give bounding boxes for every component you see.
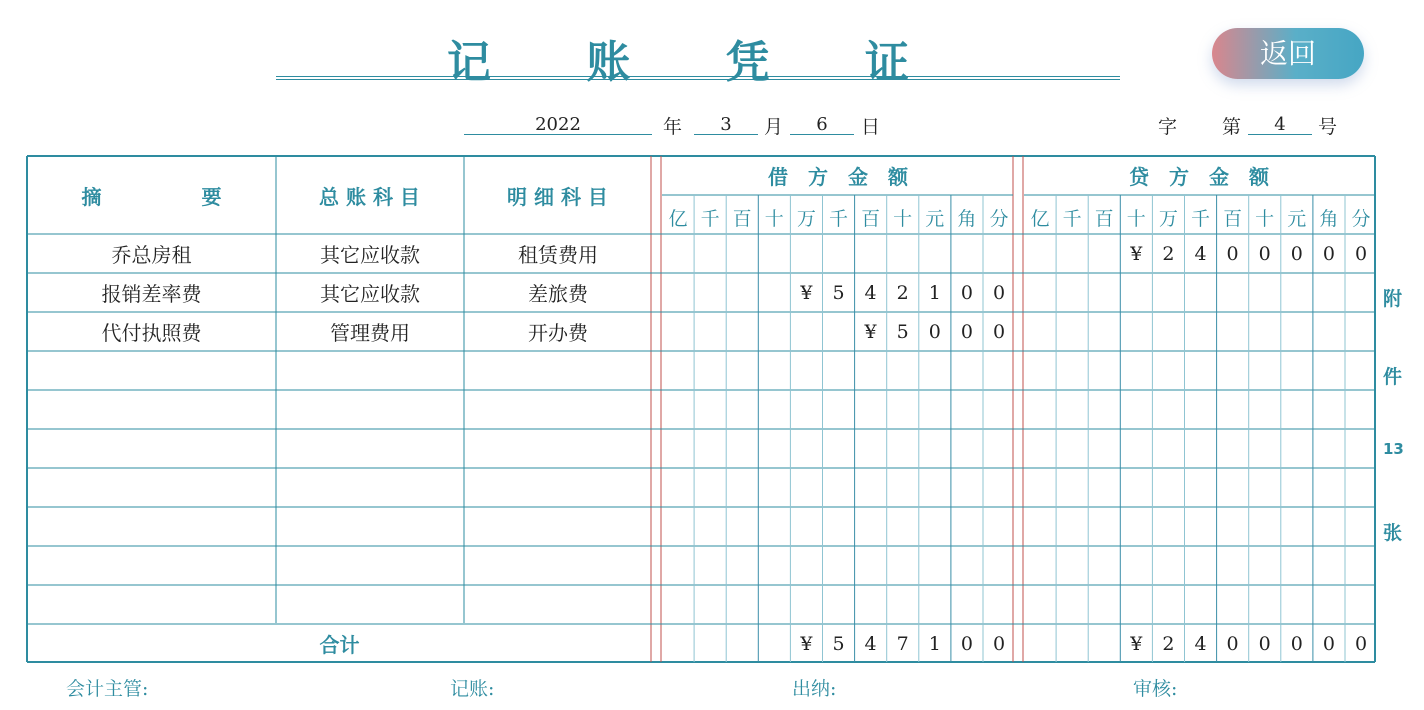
credit-digit-header: 百	[1223, 208, 1243, 230]
detail-account-cell[interactable]	[465, 585, 651, 624]
credit-digit-header: 十	[1126, 208, 1146, 230]
credit-digit[interactable]: 0	[1354, 243, 1368, 265]
general-account-cell[interactable]	[277, 468, 463, 507]
total-debit-digit: 7	[896, 633, 909, 655]
credit-digit[interactable]: 4	[1194, 243, 1207, 265]
debit-digit[interactable]: ¥	[864, 321, 877, 343]
general-account-cell[interactable]	[277, 429, 463, 468]
debit-digit-header: 万	[796, 208, 816, 230]
summary-cell[interactable]	[28, 546, 275, 585]
debit-digit[interactable]: 0	[960, 282, 973, 304]
detail-account-cell[interactable]: 开办费	[528, 321, 588, 345]
debit-digit-header: 百	[861, 208, 881, 230]
credit-digit-header: 亿	[1030, 208, 1050, 230]
debit-digit-header: 百	[732, 208, 752, 230]
credit-digit[interactable]: 0	[1226, 243, 1239, 265]
summary-header: 摘 要	[81, 184, 222, 209]
summary-cell[interactable]	[28, 507, 275, 546]
total-debit-digit: 5	[832, 633, 845, 655]
summary-cell[interactable]	[28, 351, 275, 390]
di-label: 第	[1222, 116, 1242, 138]
supervisor-signature: 会计主管:	[66, 678, 149, 700]
debit-digit-header: 亿	[668, 208, 688, 230]
total-credit-digit: 0	[1290, 633, 1303, 655]
debit-digit-header: 角	[957, 208, 977, 230]
debit-digit-header: 十	[893, 208, 913, 230]
total-debit-digit: 1	[928, 633, 941, 655]
summary-cell[interactable]	[28, 468, 275, 507]
back-button[interactable]: 返回	[1212, 28, 1364, 79]
credit-digit-header: 角	[1319, 208, 1339, 230]
credit-digit[interactable]: 0	[1322, 243, 1335, 265]
debit-digit[interactable]: 1	[928, 282, 941, 304]
debit-digit-header: 千	[700, 208, 720, 230]
summary-cell[interactable]: 报销差率费	[101, 282, 202, 306]
credit-digit[interactable]: ¥	[1130, 243, 1143, 265]
detail-account-header: 明 细 科 目	[507, 184, 608, 209]
credit-digit-header: 十	[1255, 208, 1275, 230]
debit-digit-header: 千	[828, 208, 848, 230]
summary-cell[interactable]: 乔总房租	[111, 243, 192, 267]
total-debit-digit: ¥	[800, 633, 813, 655]
attachment-count[interactable]: 13	[1383, 440, 1404, 458]
attachment-jian: 件	[1383, 366, 1403, 388]
debit-digit-header: 元	[925, 208, 945, 230]
day-value[interactable]: 6	[816, 114, 828, 135]
credit-digit-header: 分	[1351, 208, 1371, 230]
general-account-cell[interactable]: 管理费用	[330, 321, 410, 345]
debit-digit[interactable]: 0	[928, 321, 941, 343]
detail-account-cell[interactable]	[465, 546, 651, 585]
credit-digit[interactable]: 0	[1258, 243, 1271, 265]
credit-digit-header: 元	[1287, 208, 1307, 230]
detail-account-cell[interactable]	[465, 351, 651, 390]
total-credit-digit: 4	[1194, 633, 1207, 655]
detail-account-cell[interactable]: 租赁费用	[518, 243, 598, 267]
debit-digit[interactable]: 0	[992, 282, 1006, 304]
debit-digit[interactable]: 2	[896, 282, 909, 304]
credit-digit-header: 千	[1190, 208, 1210, 230]
general-account-header: 总 账 科 目	[319, 184, 420, 209]
general-account-cell[interactable]	[277, 585, 463, 624]
summary-cell[interactable]	[28, 429, 275, 468]
general-account-cell[interactable]: 其它应收款	[320, 243, 420, 267]
total-debit-digit: 4	[864, 633, 877, 655]
detail-account-cell[interactable]	[465, 507, 651, 546]
hao-label: 号	[1318, 116, 1338, 138]
credit-digit-header: 万	[1158, 208, 1178, 230]
detail-account-cell[interactable]	[465, 468, 651, 507]
credit-digit[interactable]: 0	[1290, 243, 1303, 265]
cashier-signature: 出纳:	[792, 678, 837, 700]
credit-header: 贷 方 金 额	[1129, 165, 1269, 189]
month-value[interactable]: 3	[720, 114, 732, 135]
total-credit-digit: ¥	[1130, 633, 1143, 655]
year-value[interactable]: 2022	[535, 114, 581, 135]
bookkeeper-signature: 记账:	[450, 678, 495, 700]
total-label: 合计	[319, 632, 360, 657]
general-account-cell[interactable]	[277, 507, 463, 546]
detail-account-cell[interactable]	[465, 390, 651, 429]
general-account-cell[interactable]	[277, 351, 463, 390]
debit-digit[interactable]: ¥	[800, 282, 813, 304]
month-label: 月	[764, 116, 784, 138]
day-label: 日	[861, 116, 881, 138]
debit-digit-header: 分	[989, 208, 1009, 230]
debit-digit[interactable]: 0	[992, 321, 1006, 343]
debit-digit[interactable]: 5	[832, 282, 845, 304]
debit-digit[interactable]: 4	[864, 282, 877, 304]
debit-digit[interactable]: 0	[960, 321, 973, 343]
debit-digit-header: 十	[764, 208, 784, 230]
credit-digit-header: 千	[1062, 208, 1082, 230]
total-credit-digit: 0	[1226, 633, 1239, 655]
general-account-cell[interactable]	[277, 546, 463, 585]
year-label: 年	[663, 116, 683, 138]
detail-account-cell[interactable]: 差旅费	[528, 282, 588, 306]
total-credit-digit: 2	[1162, 633, 1175, 655]
detail-account-cell[interactable]	[465, 429, 651, 468]
reviewer-signature: 审核:	[1133, 678, 1178, 700]
attachment-zhang: 张	[1383, 522, 1403, 544]
general-account-cell[interactable]: 其它应收款	[320, 282, 420, 306]
total-credit-digit: 0	[1258, 633, 1271, 655]
summary-cell[interactable]	[28, 390, 275, 429]
total-credit-digit: 0	[1354, 633, 1368, 655]
attachment-fu: 附	[1383, 288, 1403, 310]
voucher-title: 记 账 凭 证	[447, 37, 949, 88]
summary-cell[interactable]	[28, 585, 275, 624]
debit-header: 借 方 金 额	[768, 165, 908, 189]
general-account-cell[interactable]	[277, 390, 463, 429]
debit-digit[interactable]: 5	[896, 321, 909, 343]
total-credit-digit: 0	[1322, 633, 1335, 655]
total-debit-digit: 0	[960, 633, 973, 655]
zi-label: 字	[1158, 116, 1178, 138]
credit-digit[interactable]: 2	[1162, 243, 1175, 265]
credit-digit-header: 百	[1094, 208, 1114, 230]
summary-cell[interactable]: 代付执照费	[101, 321, 202, 345]
total-debit-digit: 0	[992, 633, 1006, 655]
voucher-number[interactable]: 4	[1274, 114, 1286, 135]
